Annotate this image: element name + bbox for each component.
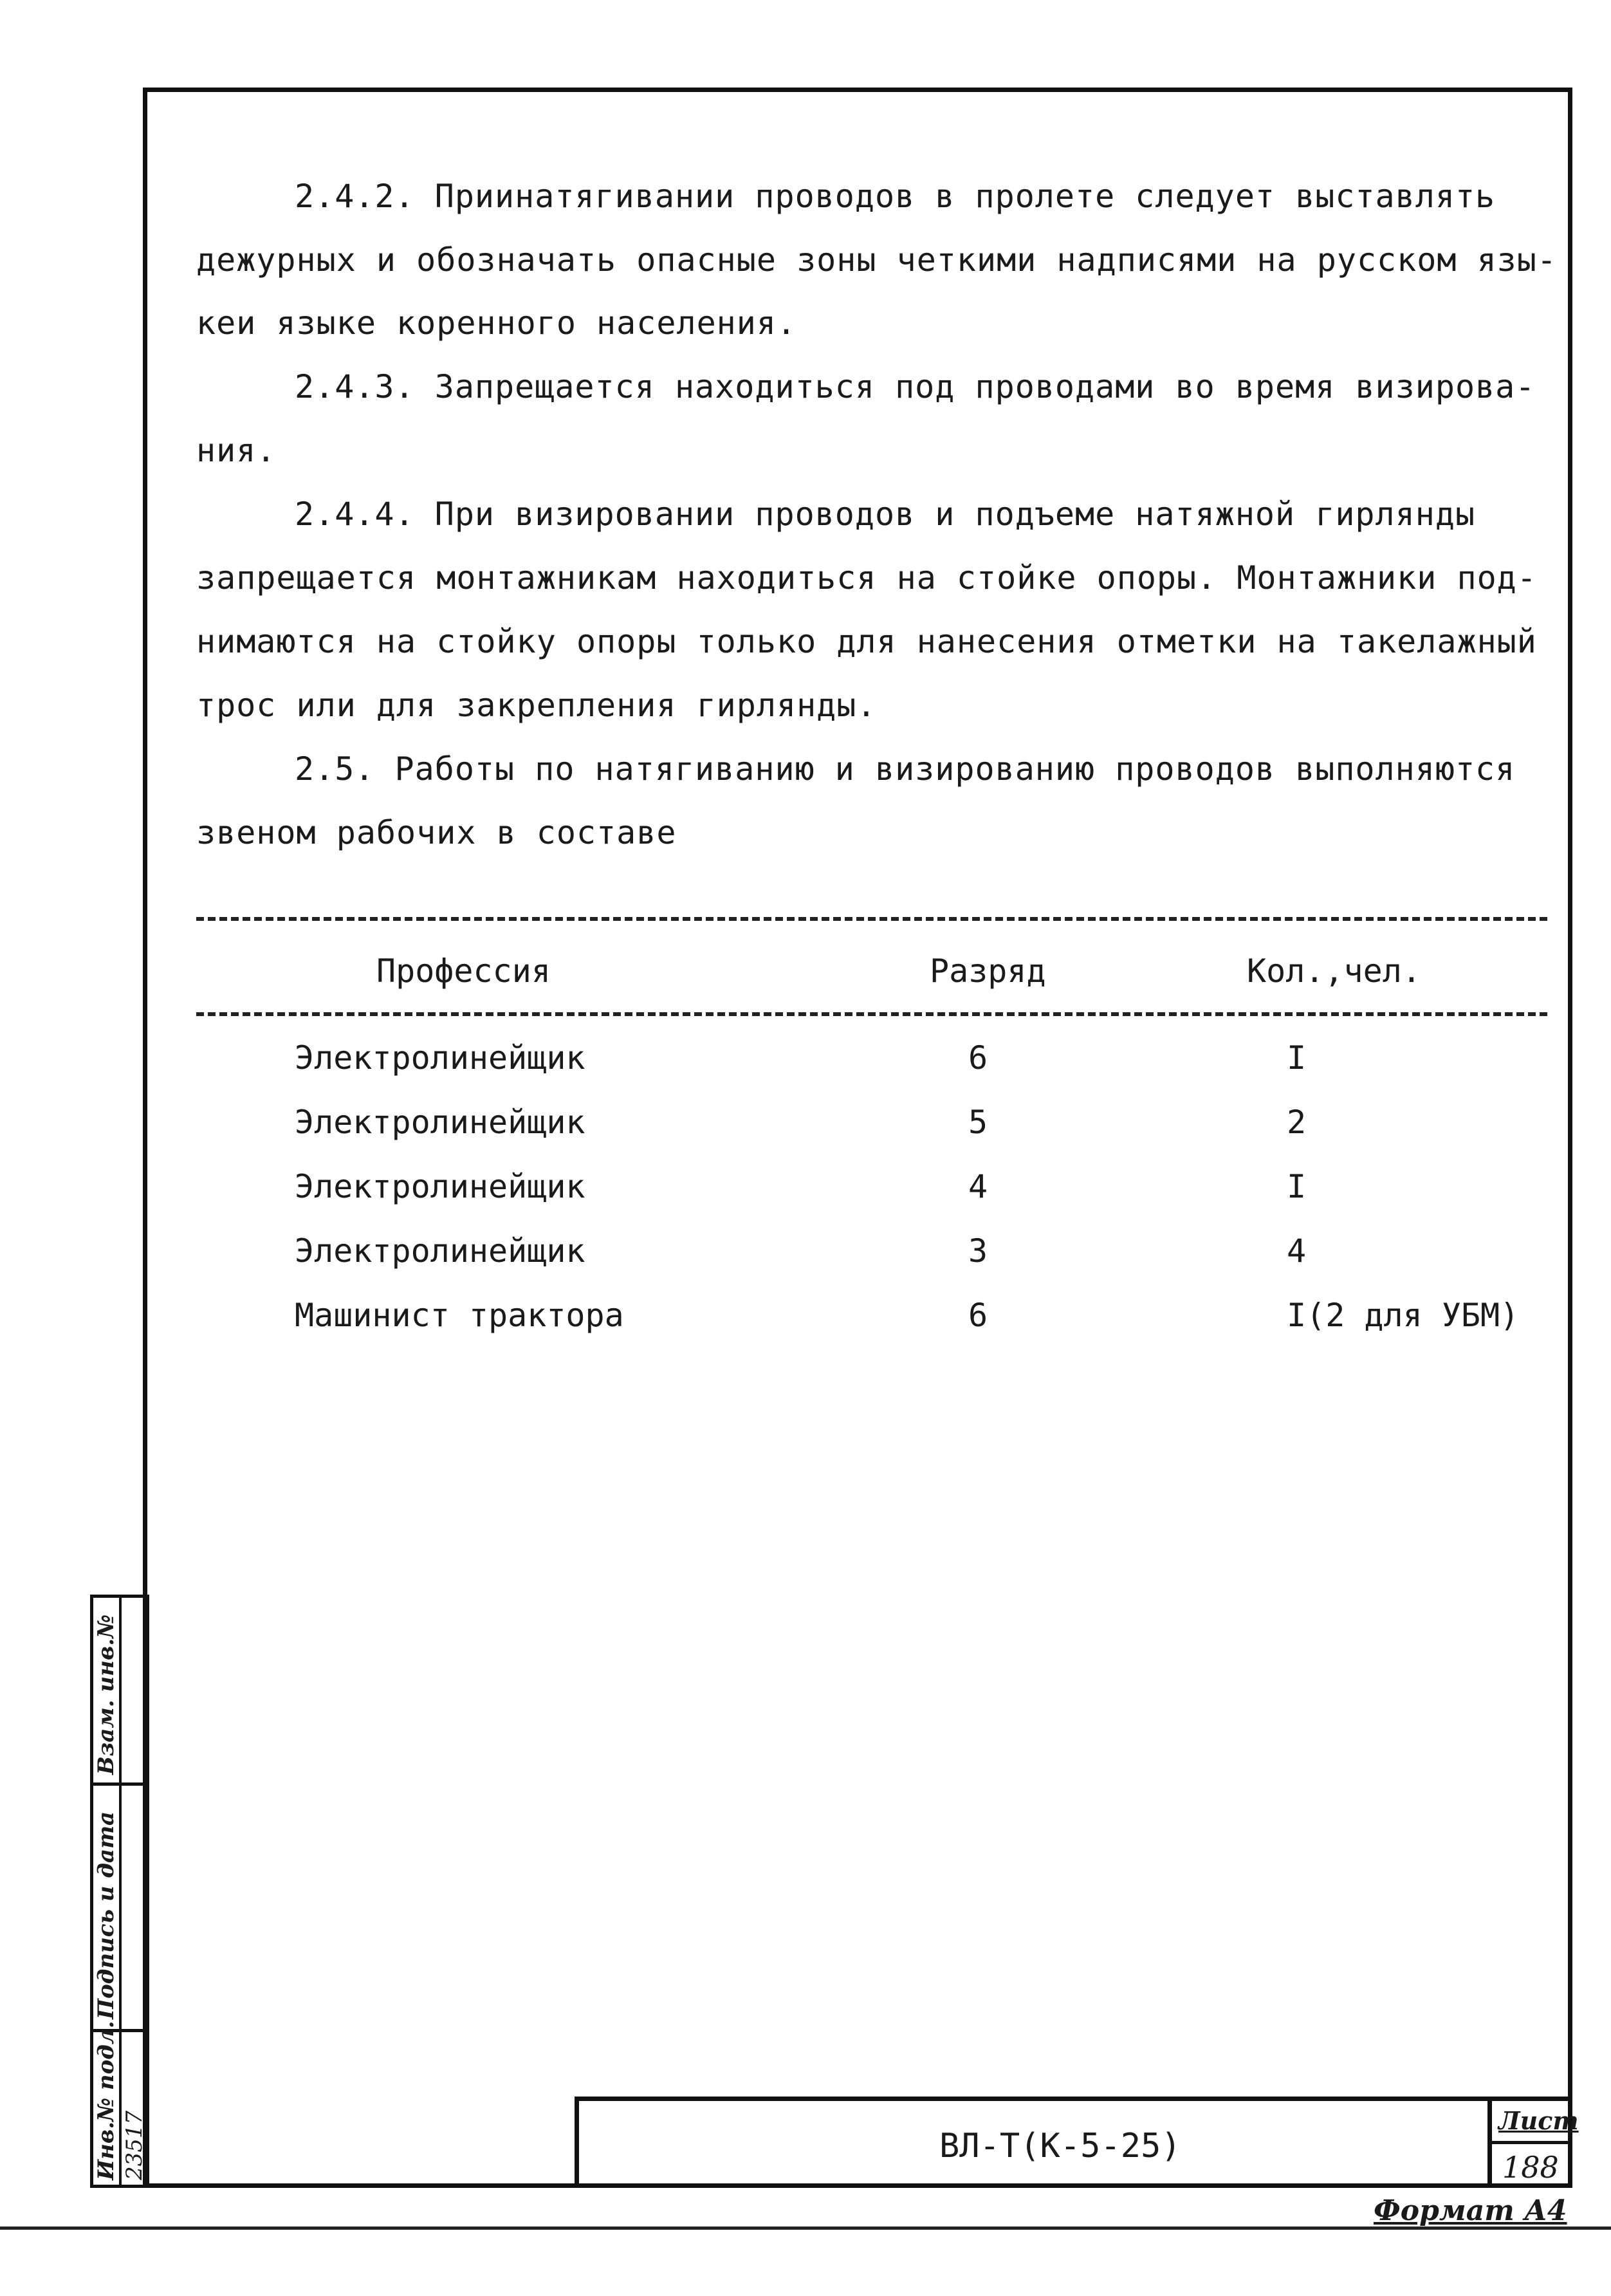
table-top-rule [196,917,1547,921]
format-label: Формат А4 [1374,2194,1567,2227]
paragraph-line: 2.4.4. При визировании проводов и подъеме натяжной гирлянды [295,495,1476,533]
cell-count: I(2 для УБМ) [1287,1297,1520,1334]
sheet-divider [1492,2141,1572,2144]
paragraph-line: запрещается монтажникам находиться на стойке опоры. Монтажники под- [196,559,1537,597]
header-count: Кол.,чел. [1247,952,1421,990]
paragraph-line: дежурных и обозначать опасные зоны четкими надписями на русском язы- [196,241,1557,279]
paragraph-line: 2.4.2. Приинатягивании проводов в пролете следует выставлять [295,178,1496,215]
header-grade: Разряд [930,952,1046,990]
title-block [575,2097,1579,2188]
paragraph-line: ния. [196,432,277,469]
cell-grade: 3 [968,1232,988,1270]
cell-profession: Электролинейщик [295,1232,585,1270]
paragraph-line: трос или для закрепления гирлянды. [196,687,877,724]
cell-count: 4 [1287,1232,1307,1270]
margin-stamp [90,1595,149,2188]
cell-count: I [1287,1168,1307,1205]
stamp-inv-number: 23517 [122,2110,147,2180]
header-profession: Профессия [376,952,551,990]
paragraph-line: нимаются на стойку опоры только для нанесения отметки на такелажный [196,623,1537,660]
cell-grade: 4 [968,1168,988,1205]
cell-grade: 5 [968,1104,988,1141]
cell-profession: Электролинейщик [295,1104,585,1141]
stamp-divider [93,1782,146,1786]
stamp-field-original-inv: Инв.№ подл. [93,2021,119,2180]
stamp-divider [119,1598,122,2185]
cell-grade: 6 [968,1297,988,1334]
document-code: ВЛ-Т(К-5-25) [939,2127,1181,2165]
cell-profession: Электролинейщик [295,1039,585,1077]
cell-count: 2 [1287,1104,1307,1141]
sheet-cell [1487,2101,1579,2188]
cell-profession: Машинист трактора [295,1297,624,1334]
stamp-field-signature-date: Подпись и дата [93,1811,119,2019]
cell-grade: 6 [968,1039,988,1077]
paragraph-line: 2.5. Работы по натягиванию и визированию проводов выполняются [295,750,1516,788]
paragraph-line: звеном рабочих в составе [196,814,677,851]
bottom-rule [0,2227,1611,2230]
sheet-label: Лист [1498,2106,1579,2135]
paragraph-line: 2.4.3. Запрещается находиться под проводами во время визирова- [295,368,1536,405]
paragraph-line: кеи языке коренного населения. [196,304,797,342]
table-header-rule [196,1012,1547,1016]
cell-profession: Электролинейщик [295,1168,585,1205]
sheet-number: 188 [1502,2150,1559,2185]
stamp-field-replace-inv: Взам. инв.№ [93,1614,119,1775]
cell-count: I [1287,1039,1307,1077]
